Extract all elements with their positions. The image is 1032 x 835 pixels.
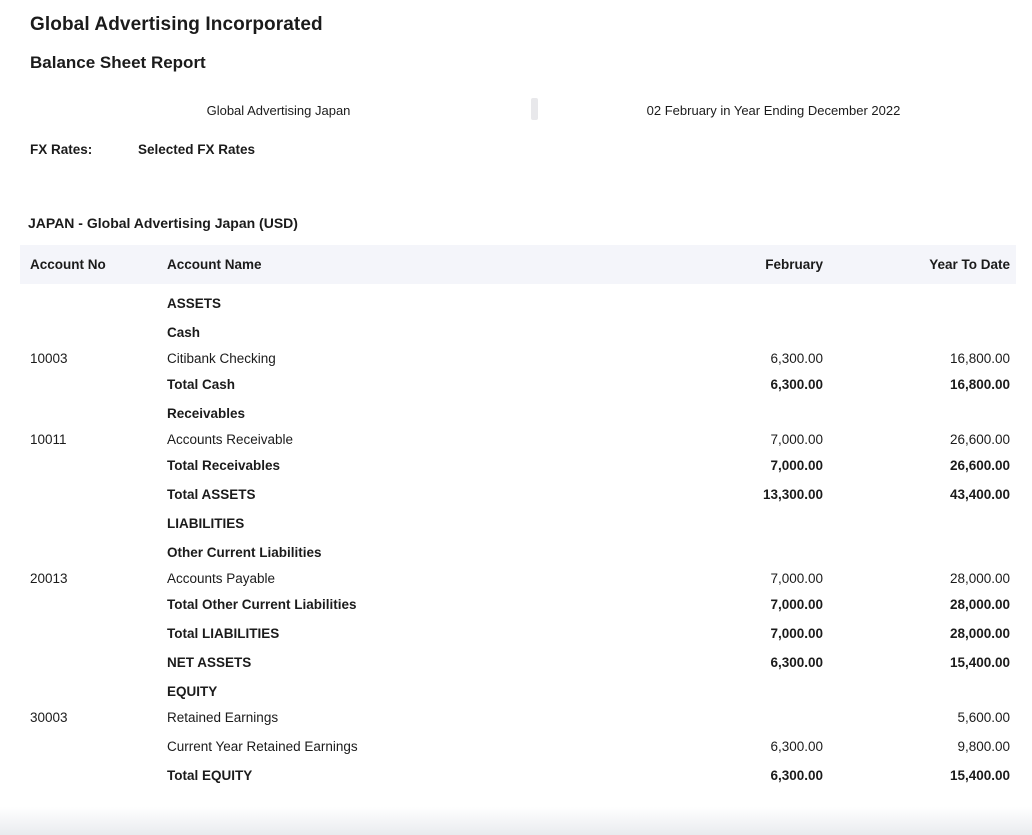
cell-ytd: 15,400.00	[949, 654, 1010, 670]
cell-feb: 7,000.00	[770, 596, 823, 612]
cell-no: 20013	[30, 570, 68, 586]
reporting-period: 02 February in Year Ending December 2022	[646, 102, 901, 118]
fx-rates-label: FX Rates:	[30, 142, 93, 157]
cell-feb: 7,000.00	[770, 570, 823, 586]
bottom-scroll-fade	[0, 807, 1032, 835]
table-row	[20, 371, 1016, 397]
table-header-row	[20, 245, 1016, 284]
table-row	[20, 290, 1016, 316]
column-header-year-to-date: Year To Date	[929, 257, 1010, 272]
cell-ytd: 5,600.00	[957, 709, 1010, 725]
cell-name: Retained Earnings	[167, 709, 279, 725]
cell-feb: 7,000.00	[770, 457, 823, 473]
cell-name: Total ASSETS	[167, 486, 256, 502]
cell-name: NET ASSETS	[167, 654, 252, 670]
cell-feb: 6,300.00	[770, 376, 823, 392]
table-row	[20, 481, 1016, 507]
cell-name: Accounts Payable	[167, 570, 276, 586]
table-row	[20, 704, 1016, 730]
cell-name: Cash	[167, 324, 201, 340]
cell-feb: 7,000.00	[770, 625, 823, 641]
cell-name: Total Cash	[167, 376, 236, 392]
cell-name: ASSETS	[167, 295, 222, 311]
cell-feb: 13,300.00	[762, 486, 823, 502]
table-body	[20, 284, 1016, 788]
cell-feb: 6,300.00	[770, 654, 823, 670]
fx-rates-row	[30, 142, 1032, 157]
cell-no: 10003	[30, 350, 68, 366]
cell-name: Receivables	[167, 405, 246, 421]
table-row	[20, 539, 1016, 565]
table-row	[20, 591, 1016, 617]
cell-feb: 6,300.00	[770, 350, 823, 366]
table-row	[20, 452, 1016, 478]
cell-ytd: 16,800.00	[949, 376, 1010, 392]
cell-name: Total Other Current Liabilities	[167, 596, 357, 612]
cell-feb: 6,300.00	[770, 767, 823, 783]
cell-ytd: 9,800.00	[957, 738, 1010, 754]
report-meta-row	[0, 100, 1032, 120]
column-header-february: February	[765, 257, 823, 272]
table-row	[20, 762, 1016, 788]
table-row	[20, 319, 1016, 345]
cell-no: 30003	[30, 709, 68, 725]
table-row	[20, 649, 1016, 675]
table-row	[20, 678, 1016, 704]
cell-feb: 7,000.00	[770, 431, 823, 447]
cell-ytd: 28,000.00	[949, 596, 1010, 612]
table-row	[20, 510, 1016, 536]
cell-name: EQUITY	[167, 683, 218, 699]
cell-ytd: 26,600.00	[949, 431, 1010, 447]
entity-section-title: JAPAN - Global Advertising Japan (USD)	[28, 215, 298, 231]
column-header-account-name: Account Name	[167, 257, 262, 272]
balance-sheet-table	[20, 245, 1016, 788]
pane-divider-handle[interactable]	[531, 98, 538, 120]
cell-name: Other Current Liabilities	[167, 544, 322, 560]
table-row	[20, 345, 1016, 371]
cell-name: LIABILITIES	[167, 515, 245, 531]
cell-name: Total Receivables	[167, 457, 281, 473]
table-row	[20, 426, 1016, 452]
balance-sheet-report-page	[0, 13, 1032, 835]
cell-name: Total EQUITY	[167, 767, 253, 783]
report-title: Balance Sheet Report	[30, 53, 206, 72]
cell-ytd: 26,600.00	[949, 457, 1010, 473]
cell-ytd: 16,800.00	[949, 350, 1010, 366]
cell-name: Accounts Receivable	[167, 431, 294, 447]
table-row	[20, 620, 1016, 646]
table-row	[20, 400, 1016, 426]
cell-ytd: 15,400.00	[949, 767, 1010, 783]
cell-ytd: 28,000.00	[949, 570, 1010, 586]
cell-feb: 6,300.00	[770, 738, 823, 754]
entity-name: Global Advertising Japan	[206, 102, 351, 118]
cell-name: Current Year Retained Earnings	[167, 738, 358, 754]
cell-ytd: 43,400.00	[949, 486, 1010, 502]
cell-ytd: 28,000.00	[949, 625, 1010, 641]
column-header-account-no: Account No	[30, 257, 106, 272]
table-row	[20, 565, 1016, 591]
fx-rates-value: Selected FX Rates	[138, 142, 256, 157]
company-title: Global Advertising Incorporated	[30, 14, 323, 35]
cell-name: Total LIABILITIES	[167, 625, 280, 641]
cell-name: Citibank Checking	[167, 350, 276, 366]
cell-no: 10011	[30, 431, 67, 447]
table-row	[20, 733, 1016, 759]
